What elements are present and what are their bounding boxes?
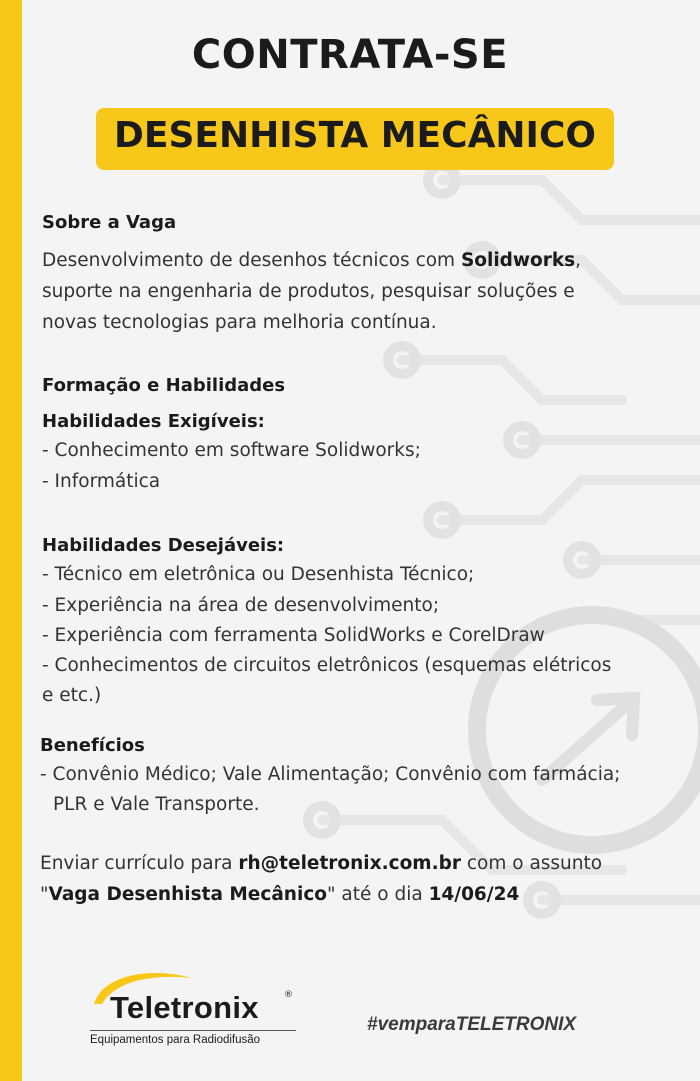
deadline-date: 14/06/24 [428, 884, 520, 905]
apply-line-2 [40, 884, 519, 905]
required-skill-item: - Informática [42, 471, 161, 492]
apply-line-1 [40, 853, 602, 874]
benefits-heading: Benefícios [40, 735, 145, 756]
about-line-1-text: Desenvolvimento de desenhos técnicos com [42, 250, 461, 271]
registered-mark: ® [284, 990, 293, 1000]
deadline-intro: até o dia [335, 884, 429, 905]
desired-skills-heading: Habilidades Desejáveis: [42, 535, 285, 556]
page-title: CONTRATA-SE [191, 32, 509, 78]
about-line-1-comma: , [575, 250, 582, 271]
hashtag: #vemparaTELETRONIX [367, 1014, 577, 1035]
email-subject: Vaga Desenhista Mecânico [48, 884, 327, 905]
desired-skill-item: - Técnico em eletrônica ou Desenhista Técnico; [42, 564, 475, 585]
role-title: DESENHISTA MECÂNICO [114, 115, 596, 156]
about-line-1 [42, 245, 581, 276]
about-line-2: suporte na engenharia de produtos, pesquisar soluções e [42, 281, 575, 302]
about-line-3: novas tecnologias para melhoria contínua. [42, 312, 437, 333]
apply-intro-text: Enviar currículo para [40, 853, 239, 874]
quote-close: " [327, 884, 336, 905]
required-skills-heading: Habilidades Exigíveis: [42, 411, 265, 432]
desired-skill-item: - Experiência com ferramenta SolidWorks e CorelDraw [42, 625, 545, 646]
required-skill-item: - Conhecimento em software Solidworks; [42, 440, 421, 461]
desired-skill-item: - Conhecimentos de circuitos eletrônicos (esquemas elétricos [42, 655, 612, 676]
solidworks-highlight: Solidworks [460, 250, 576, 271]
about-description [42, 245, 581, 338]
quote-open: " [40, 884, 49, 905]
desired-skill-item-continued: e etc.) [42, 685, 102, 706]
yellow-side-bar [0, 0, 22, 1081]
apply-subject-intro: com o assunto [460, 853, 603, 874]
logo-wordmark: Teletronix [110, 990, 259, 1025]
logo-divider [90, 1030, 296, 1031]
about-heading: Sobre a Vaga [42, 212, 177, 233]
contact-email: rh@teletronix.com.br [238, 853, 461, 874]
logo-tagline: Equipamentos para Radiodifusão [90, 1034, 261, 1046]
benefits-line-1: - Convênio Médico; Vale Alimentação; Convênio com farmácia; [40, 764, 621, 785]
desired-skill-item: - Experiência na área de desenvolvimento; [42, 595, 440, 616]
skills-heading: Formação e Habilidades [42, 375, 286, 396]
benefits-line-2: PLR e Vale Transporte. [53, 794, 260, 815]
